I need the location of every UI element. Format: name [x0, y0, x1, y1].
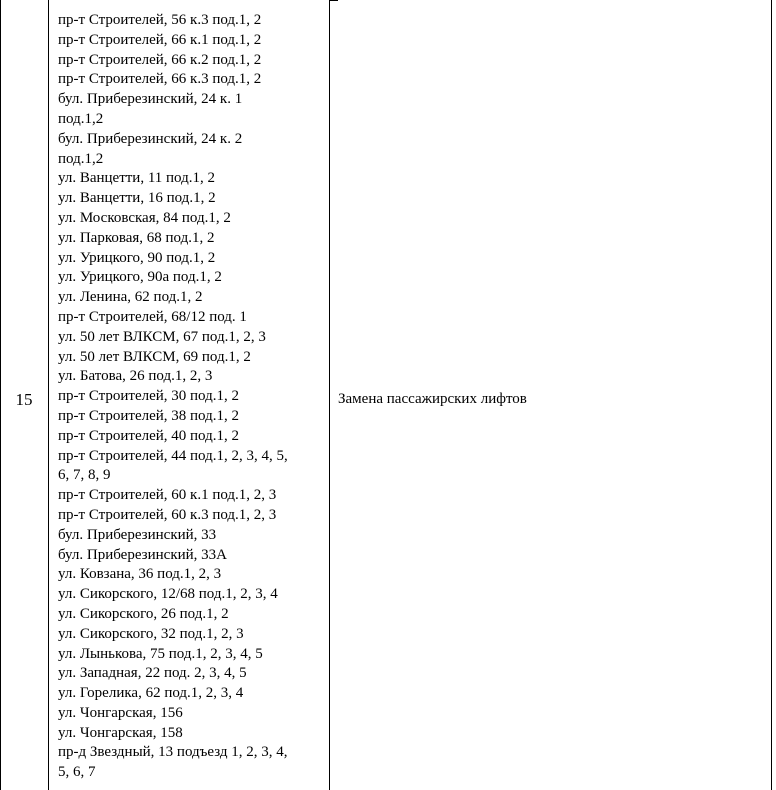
column-divider-address — [329, 0, 330, 790]
address-line: ул. Западная, 22 под. 2, 3, 4, 5 — [58, 665, 247, 682]
address-line: ул. Сикорского, 12/68 под.1, 2, 3, 4 — [58, 586, 278, 603]
address-line: пр-т Строителей, 60 к.1 под.1, 2, 3 — [58, 487, 277, 504]
address-line: ул. Урицкого, 90 под.1, 2 — [58, 249, 216, 266]
address-line: пр-т Строителей, 66 к.2 под.1, 2 — [58, 51, 262, 68]
address-line: ул. Московская, 84 под.1, 2 — [58, 209, 231, 226]
address-line: бул. Приберезинский, 33 — [58, 526, 217, 543]
address-line: пр-т Строителей, 56 к.3 под.1, 2 — [58, 12, 262, 28]
address-line: ул. Ванцетти, 16 под.1, 2 — [58, 190, 216, 207]
address-line: ул. Парковая, 68 под.1, 2 — [58, 229, 215, 246]
address-line: 5, 6, 7 — [58, 764, 96, 781]
address-line: 6, 7, 8, 9 — [58, 467, 111, 484]
address-line: ул. Батова, 26 под.1, 2, 3 — [58, 368, 213, 385]
table-border-right — [771, 0, 772, 790]
address-line: пр-т Строителей, 66 к.3 под.1, 2 — [58, 71, 262, 88]
address-line: ул. Горелика, 62 под.1, 2, 3, 4 — [58, 685, 244, 702]
address-line: пр-т Строителей, 68/12 под. 1 — [58, 308, 247, 325]
address-line: пр-т Строителей, 66 к.1 под.1, 2 — [58, 31, 262, 48]
address-line: ул. Сикорского, 32 под.1, 2, 3 — [58, 625, 244, 642]
address-line: ул. Чонгарская, 158 — [58, 724, 183, 741]
address-line: ул. Ленина, 62 под.1, 2 — [58, 289, 203, 306]
address-line: пр-т Строителей, 44 под.1, 2, 3, 4, 5, — [58, 447, 288, 464]
address-line: ул. 50 лет ВЛКСМ, 67 под.1, 2, 3 — [58, 328, 266, 345]
address-line: под.1,2 — [58, 110, 104, 127]
address-line: ул. Лынькова, 75 под.1, 2, 3, 4, 5 — [58, 645, 263, 662]
work-description-cell: Замена пассажирских лифтов — [338, 391, 527, 407]
address-line: пр-т Строителей, 30 под.1, 2 — [58, 388, 240, 405]
row-number-cell: 15 — [15, 390, 33, 409]
address-line: ул. Сикорского, 26 под.1, 2 — [58, 605, 229, 622]
address-list — [58, 11, 328, 783]
address-line: ул. Ковзана, 36 под.1, 2, 3 — [58, 566, 222, 583]
top-border-fragment — [330, 0, 338, 1]
column-divider-number — [48, 0, 49, 790]
address-line: пр-т Строителей, 60 к.3 под.1, 2, 3 — [58, 506, 277, 523]
address-line: ул. Ванцетти, 11 под.1, 2 — [58, 170, 216, 187]
address-line: пр-д Звездный, 13 подъезд 1, 2, 3, 4, — [58, 744, 288, 761]
address-line: ул. 50 лет ВЛКСМ, 69 под.1, 2 — [58, 348, 251, 365]
address-line: бул. Приберезинский, 24 к. 2 — [58, 130, 243, 147]
address-line: пр-т Строителей, 38 под.1, 2 — [58, 407, 240, 424]
address-line: бул. Приберезинский, 33А — [58, 546, 227, 563]
address-line: под.1,2 — [58, 150, 104, 167]
address-line: ул. Урицкого, 90а под.1, 2 — [58, 269, 222, 286]
address-line: бул. Приберезинский, 24 к. 1 — [58, 91, 243, 108]
address-line: пр-т Строителей, 40 под.1, 2 — [58, 427, 240, 444]
address-line: ул. Чонгарская, 156 — [58, 704, 183, 721]
